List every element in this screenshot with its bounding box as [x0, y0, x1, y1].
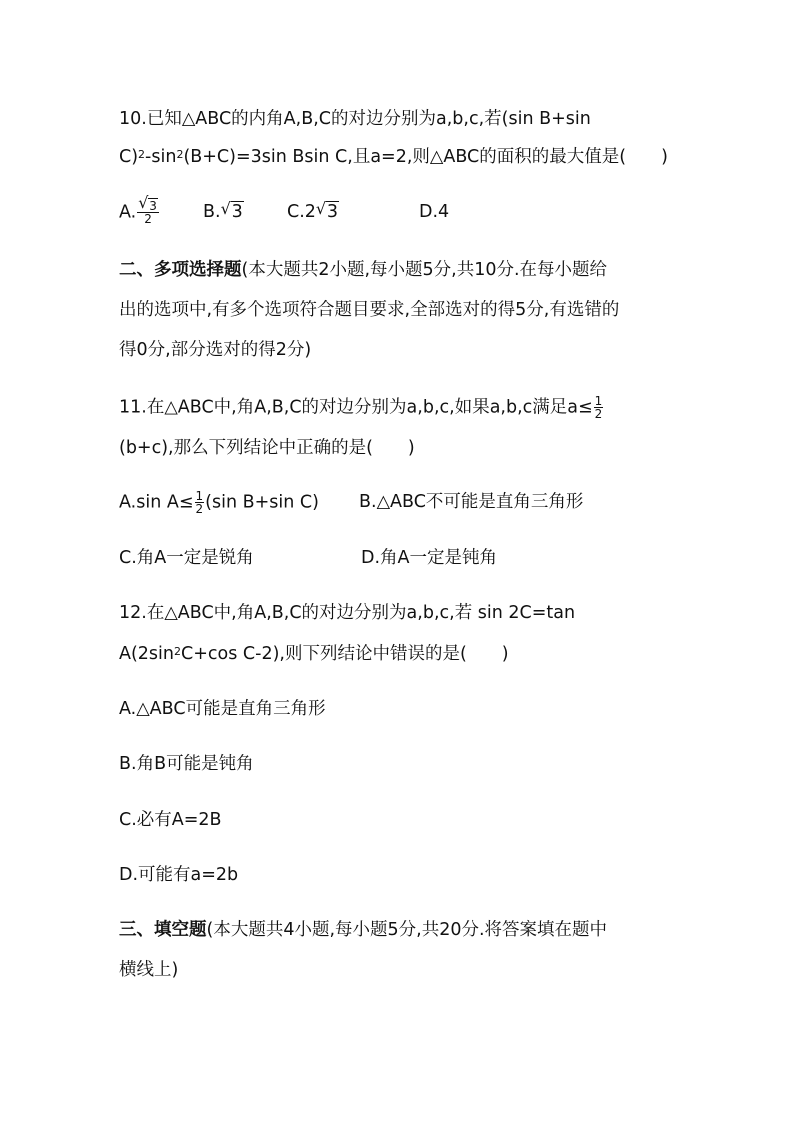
section-heading: 二、多项选择题 — [119, 260, 242, 280]
q10-line-1: 10.已知△ABC的内角A,B,C的对边分别为a,b,c,若(sin B+sin — [119, 109, 591, 129]
section2-line-3: 得0分,部分选对的得2分) — [119, 340, 312, 360]
option-label: B. — [203, 202, 221, 222]
section-text: (本大题共2小题,每小题5分,共10分.在每小题给 — [241, 260, 608, 280]
q10-option-b — [203, 200, 244, 224]
sqrt: √ 3 — [138, 193, 157, 213]
q12-option-b: B.角B可能是钝角 — [119, 754, 254, 774]
section3-line-2: 横线上) — [119, 960, 179, 980]
fraction: $\frac{1}{2}$ — [195, 489, 204, 516]
fraction: √ 3 2 — [138, 193, 157, 226]
q10-text: (B+C)=3sin Bsin C,且a=2,则△ABC的面积的最大值是( ) — [183, 147, 668, 167]
q11-line-2: (b+c),那么下列结论中正确的是( ) — [119, 438, 415, 458]
section-text: (本大题共4小题,每小题5分,共20分.将答案填在题中 — [206, 920, 608, 940]
section2-line-1 — [119, 258, 607, 282]
q10-option-a — [119, 193, 160, 226]
q10-option-d: D.4 — [419, 202, 450, 222]
option-text: A.sin A≤ — [119, 492, 194, 513]
section3-line-1 — [119, 918, 607, 942]
q12-option-c: C.必有A=2B — [119, 810, 222, 830]
q11-text: 11.在△ABC中,角A,B,C的对边分别为a,b,c,如果a,b,c满足a≤ — [119, 397, 593, 418]
q11-option-c: C.角A一定是锐角 — [119, 548, 254, 568]
superscript: 2 — [176, 148, 184, 161]
superscript: 2 — [174, 645, 182, 658]
q10-text: -sin — [145, 147, 177, 167]
sqrt: √ 3 — [220, 199, 243, 222]
q10-option-c — [287, 200, 339, 224]
fraction: $\frac{1}{2}$ — [594, 394, 603, 421]
q12-option-a: A.△ABC可能是直角三角形 — [119, 699, 326, 719]
q10-text: C) — [119, 147, 139, 167]
option-label: C.2 — [287, 202, 316, 222]
section2-line-2: 出的选项中,有多个选项符合题目要求,全部选对的得5分,有选错的 — [119, 300, 620, 320]
q11-option-a — [119, 490, 319, 515]
sqrt: √ 3 — [315, 199, 339, 222]
q11-option-d: D.角A一定是钝角 — [361, 548, 498, 568]
q12-text: A(2sin — [119, 644, 175, 664]
section-heading: 三、填空题 — [119, 920, 207, 940]
superscript: 2 — [138, 148, 146, 161]
q12-line-2 — [119, 642, 509, 666]
option-label: A. — [119, 202, 137, 223]
q10-line-2 — [119, 145, 668, 169]
q12-line-1: 12.在△ABC中,角A,B,C的对边分别为a,b,c,若 sin 2C=tan — [119, 603, 576, 623]
q12-option-d: D.可能有a=2b — [119, 865, 239, 885]
q12-text: C+cos C-2),则下列结论中错误的是( ) — [181, 644, 509, 664]
option-text: (sin B+sin C) — [205, 492, 319, 513]
q11-line-1 — [119, 395, 604, 420]
q11-option-b: B.△ABC不可能是直角三角形 — [359, 492, 584, 512]
